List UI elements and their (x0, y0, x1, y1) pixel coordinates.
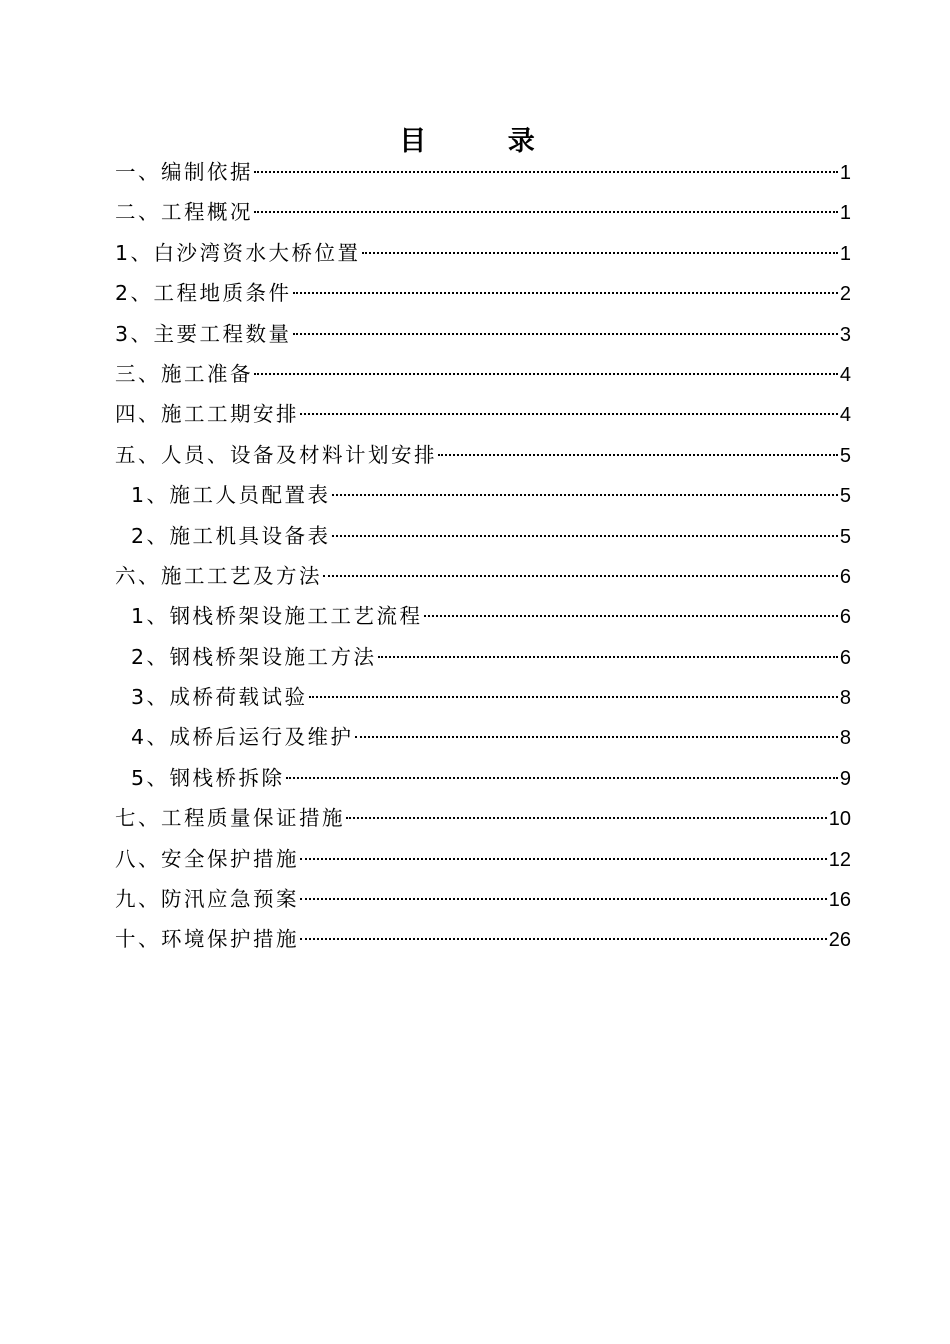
toc-entry[interactable] (115, 839, 851, 879)
toc-dot-leader (286, 777, 838, 779)
toc-entry-page-number: 12 (828, 848, 851, 871)
toc-entry-label: 一、编制依据 (115, 160, 253, 184)
toc-dot-leader (293, 292, 838, 294)
toc-dot-leader (300, 898, 827, 900)
toc-entry-page-number: 2 (839, 283, 851, 306)
toc-entry[interactable] (115, 152, 851, 192)
toc-entry[interactable] (115, 273, 851, 313)
toc-title: 目 录 (399, 126, 571, 157)
toc-dot-leader (332, 494, 838, 496)
toc-entry[interactable] (115, 475, 851, 515)
toc-entry-label: 2、钢栈桥架设施工方法 (131, 644, 377, 669)
toc-entry-label: 二、工程概况 (115, 200, 253, 225)
toc-dot-leader (300, 858, 827, 860)
toc-dot-leader (355, 736, 838, 738)
toc-dot-leader (254, 373, 838, 375)
toc-entry-page-number: 5 (839, 444, 851, 467)
toc-entry-label: 1、白沙湾资水大桥位置 (115, 240, 361, 265)
toc-entry-page-number: 1 (839, 202, 851, 225)
toc-entry-page-number: 1 (839, 162, 851, 184)
toc-entry-label: 3、主要工程数量 (115, 321, 292, 346)
toc-entry-page-number: 26 (828, 929, 851, 952)
toc-entry-page-number: 1 (839, 242, 851, 265)
toc-dot-leader (346, 817, 827, 819)
toc-entry-label: 三、施工准备 (115, 361, 253, 386)
toc-entry[interactable] (115, 354, 851, 394)
toc-list (115, 152, 851, 960)
toc-entry-page-number: 5 (839, 485, 851, 508)
toc-entry[interactable] (115, 717, 851, 757)
toc-entry-label: 五、人员、设备及材料计划安排 (115, 442, 437, 467)
toc-dot-leader (300, 938, 827, 940)
toc-entry[interactable] (115, 516, 851, 556)
toc-dot-leader (254, 171, 838, 173)
toc-entry-label: 5、钢栈桥拆除 (131, 765, 285, 790)
toc-entry[interactable] (115, 637, 851, 677)
toc-entry-label: 1、施工人员配置表 (131, 483, 331, 508)
toc-entry-label: 2、工程地质条件 (115, 281, 292, 306)
toc-dot-leader (424, 615, 838, 617)
toc-dot-leader (293, 333, 838, 335)
toc-entry-page-number: 4 (839, 404, 851, 427)
toc-entry-page-number: 6 (839, 606, 851, 629)
toc-entry-page-number: 9 (839, 767, 851, 790)
toc-entry[interactable] (115, 233, 851, 273)
toc-entry-label: 3、成桥荷载试验 (131, 685, 308, 710)
toc-entry-label: 十、环境保护措施 (115, 927, 299, 952)
toc-dot-leader (438, 454, 838, 456)
toc-dot-leader (300, 413, 838, 415)
toc-entry-page-number: 4 (839, 363, 851, 386)
toc-entry-label: 2、施工机具设备表 (131, 523, 331, 548)
toc-entry[interactable] (115, 394, 851, 434)
toc-entry-page-number: 8 (839, 687, 851, 710)
toc-entry-label: 六、施工工艺及方法 (115, 563, 322, 588)
toc-entry-page-number: 6 (839, 646, 851, 669)
toc-entry[interactable] (115, 314, 851, 354)
toc-entry[interactable] (115, 556, 851, 596)
toc-dot-leader (309, 696, 838, 698)
toc-entry[interactable] (115, 919, 851, 959)
toc-entry-page-number: 8 (839, 727, 851, 750)
toc-entry[interactable] (115, 798, 851, 838)
toc-entry[interactable] (115, 879, 851, 919)
toc-entry-label: 七、工程质量保证措施 (115, 806, 345, 831)
toc-entry-label: 4、成桥后运行及维护 (131, 725, 354, 750)
toc-entry-page-number: 16 (828, 889, 851, 912)
toc-entry-label: 八、安全保护措施 (115, 846, 299, 871)
toc-entry[interactable] (115, 596, 851, 636)
toc-entry-page-number: 10 (828, 808, 851, 831)
toc-dot-leader (254, 211, 838, 213)
toc-entry-label: 四、施工工期安排 (115, 402, 299, 427)
toc-entry[interactable] (115, 435, 851, 475)
toc-entry[interactable] (115, 677, 851, 717)
toc-entry[interactable] (115, 758, 851, 798)
toc-dot-leader (323, 575, 838, 577)
toc-dot-leader (378, 656, 838, 658)
toc-entry-page-number: 3 (839, 323, 851, 346)
toc-entry-label: 九、防汛应急预案 (115, 887, 299, 912)
toc-entry-page-number: 6 (839, 565, 851, 588)
toc-entry-page-number: 5 (839, 525, 851, 548)
toc-dot-leader (362, 252, 838, 254)
toc-dot-leader (332, 535, 838, 537)
toc-entry[interactable] (115, 192, 851, 232)
toc-entry-label: 1、钢栈桥架设施工工艺流程 (131, 604, 423, 629)
